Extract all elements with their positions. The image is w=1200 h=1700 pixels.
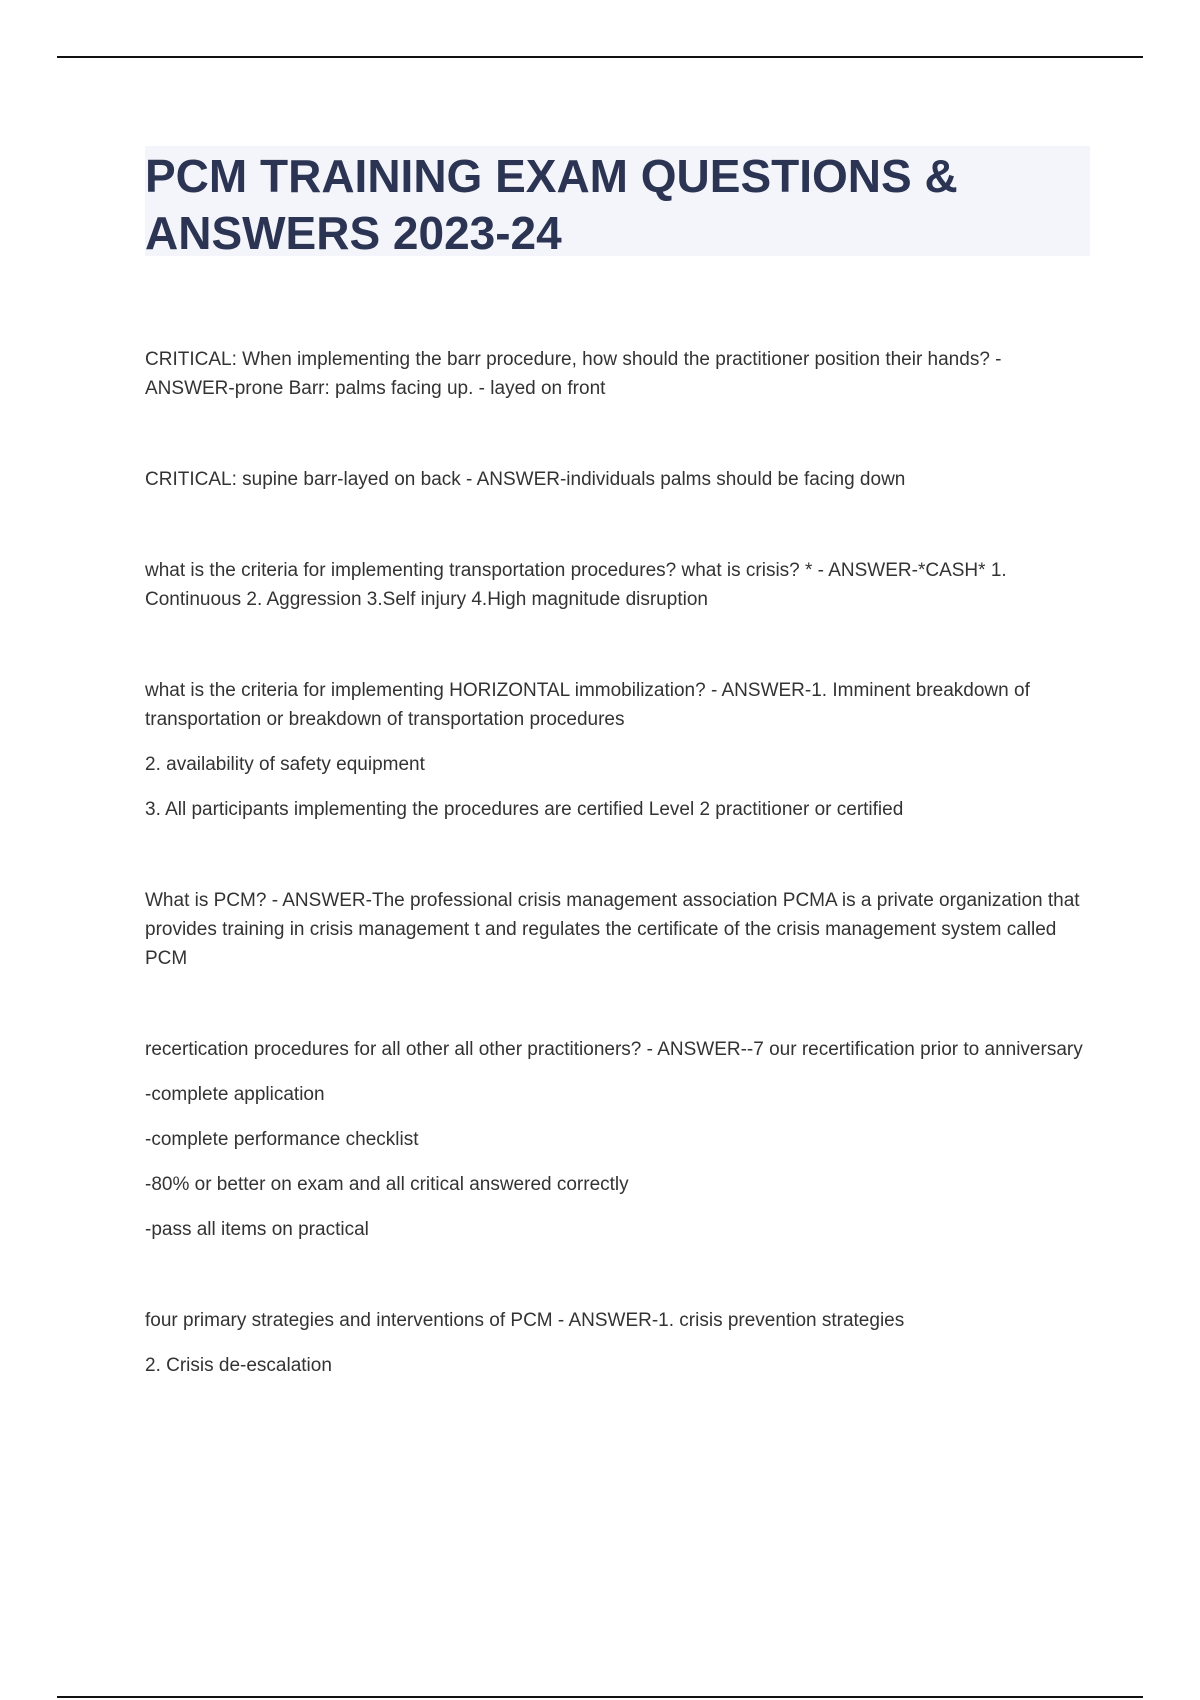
qa-block bbox=[145, 676, 1095, 824]
qa-block bbox=[145, 465, 1095, 494]
qa-text: What is PCM? - ANSWER-The professional crisis management association PCMA is a private organization that provides training in crisis management t and regulates the certificate of the crisis management system called PCM bbox=[145, 890, 1080, 969]
answer-line: -pass all items on practical bbox=[145, 1219, 369, 1240]
title-box bbox=[145, 146, 1090, 259]
qa-block bbox=[145, 345, 1095, 403]
answer-line: 2. availability of safety equipment bbox=[145, 754, 425, 775]
qa-text: CRITICAL: supine barr-layed on back - ANSWER-individuals palms should be facing down bbox=[145, 469, 906, 490]
qa-text: four primary strategies and interventions of PCM - ANSWER-1. crisis prevention strategies bbox=[145, 1310, 905, 1331]
qa-text: CRITICAL: When implementing the barr procedure, how should the practitioner position their hands? - ANSWER-prone Barr: palms facing up. - layed on front bbox=[145, 349, 1002, 399]
bottom-rule bbox=[57, 1696, 1143, 1698]
qa-text: recertication procedures for all other all other practitioners? - ANSWER--7 our recertification prior to anniversary bbox=[145, 1039, 1083, 1060]
answer-line: -complete application bbox=[145, 1084, 325, 1105]
qa-text: what is the criteria for implementing HORIZONTAL immobilization? - ANSWER-1. Imminent breakdown of transportation or breakdown of transportation procedures bbox=[145, 680, 1030, 730]
answer-line: 3. All participants implementing the procedures are certified Level 2 practitioner or certified bbox=[145, 799, 904, 820]
qa-block bbox=[145, 886, 1095, 973]
answer-line: -complete performance checklist bbox=[145, 1129, 419, 1150]
answer-line: 2. Crisis de-escalation bbox=[145, 1355, 332, 1376]
qa-block bbox=[145, 556, 1095, 614]
qa-block bbox=[145, 1306, 1095, 1380]
qa-block bbox=[145, 1035, 1095, 1244]
top-rule bbox=[57, 56, 1143, 58]
document-title: PCM TRAINING EXAM QUESTIONS & ANSWERS 2023-24 bbox=[145, 150, 958, 259]
qa-content bbox=[145, 345, 1095, 1380]
qa-text: what is the criteria for implementing transportation procedures? what is crisis? * - ANSWER-*CASH* 1. Continuous 2. Aggression 3.Self injury 4.High magnitude disruption bbox=[145, 560, 1007, 610]
answer-line: -80% or better on exam and all critical answered correctly bbox=[145, 1174, 629, 1195]
